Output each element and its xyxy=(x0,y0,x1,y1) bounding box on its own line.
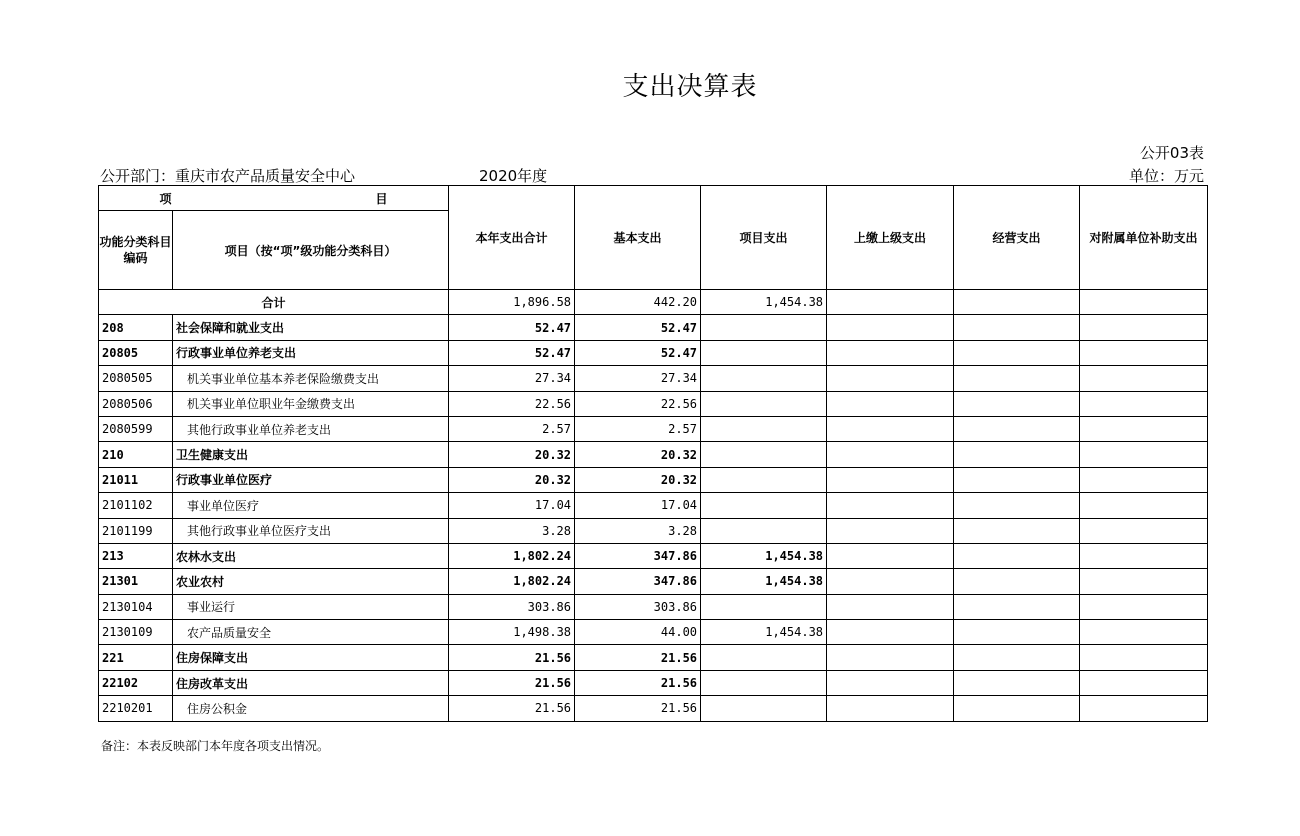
row-code: 2101199 xyxy=(99,518,173,543)
row-project xyxy=(701,391,827,416)
row-subsidy xyxy=(1080,543,1208,568)
row-basic: 44.00 xyxy=(575,620,701,645)
row-name: 行政事业单位医疗 xyxy=(173,467,449,492)
row-subsidy xyxy=(1080,569,1208,594)
row-project xyxy=(701,467,827,492)
row-code: 20805 xyxy=(99,340,173,365)
row-subsidy xyxy=(1080,366,1208,391)
row-total: 1,802.24 xyxy=(449,543,575,568)
row-name: 农业农村 xyxy=(173,569,449,594)
total-basic: 442.20 xyxy=(575,290,701,315)
table-row xyxy=(99,569,1208,594)
header-project: 项目支出 xyxy=(701,186,827,290)
row-name: 行政事业单位养老支出 xyxy=(173,340,449,365)
table-row xyxy=(99,467,1208,492)
row-name: 农产品质量安全 xyxy=(173,620,449,645)
row-project xyxy=(701,340,827,365)
row-basic: 2.57 xyxy=(575,416,701,441)
table-row xyxy=(99,315,1208,340)
row-upper xyxy=(827,670,954,695)
row-code: 221 xyxy=(99,645,173,670)
row-code: 208 xyxy=(99,315,173,340)
row-basic: 27.34 xyxy=(575,366,701,391)
row-total: 21.56 xyxy=(449,645,575,670)
table-row xyxy=(99,366,1208,391)
row-code: 21301 xyxy=(99,569,173,594)
table-row xyxy=(99,391,1208,416)
row-total: 21.56 xyxy=(449,670,575,695)
row-business xyxy=(954,416,1080,441)
row-name: 社会保障和就业支出 xyxy=(173,315,449,340)
row-upper xyxy=(827,493,954,518)
row-upper xyxy=(827,620,954,645)
row-total: 3.28 xyxy=(449,518,575,543)
row-subsidy xyxy=(1080,442,1208,467)
row-total: 22.56 xyxy=(449,391,575,416)
row-code: 22102 xyxy=(99,670,173,695)
row-upper xyxy=(827,645,954,670)
table-row xyxy=(99,620,1208,645)
row-subsidy xyxy=(1080,696,1208,721)
row-name: 其他行政事业单位医疗支出 xyxy=(173,518,449,543)
row-business xyxy=(954,442,1080,467)
row-business xyxy=(954,543,1080,568)
row-total: 303.86 xyxy=(449,594,575,619)
row-project: 1,454.38 xyxy=(701,543,827,568)
row-business xyxy=(954,391,1080,416)
row-business xyxy=(954,670,1080,695)
total-row xyxy=(99,290,1208,315)
table-row xyxy=(99,340,1208,365)
row-upper xyxy=(827,391,954,416)
row-name: 机关事业单位职业年金缴费支出 xyxy=(173,391,449,416)
row-name: 其他行政事业单位养老支出 xyxy=(173,416,449,441)
row-total: 21.56 xyxy=(449,696,575,721)
header-business: 经营支出 xyxy=(954,186,1080,290)
row-name: 住房改革支出 xyxy=(173,670,449,695)
row-total: 52.47 xyxy=(449,315,575,340)
row-project: 1,454.38 xyxy=(701,620,827,645)
row-subsidy xyxy=(1080,493,1208,518)
row-subsidy xyxy=(1080,518,1208,543)
row-project xyxy=(701,315,827,340)
header-upper: 上缴上级支出 xyxy=(827,186,954,290)
total-total: 1,896.58 xyxy=(449,290,575,315)
row-upper xyxy=(827,416,954,441)
department-label: 公开部门：重庆市农产品质量安全中心 xyxy=(100,167,356,185)
row-basic: 21.56 xyxy=(575,645,701,670)
row-name: 事业单位医疗 xyxy=(173,493,449,518)
form-number: 公开03表 xyxy=(1139,144,1204,162)
row-name: 事业运行 xyxy=(173,594,449,619)
header-total: 本年支出合计 xyxy=(449,186,575,290)
row-code: 2130104 xyxy=(99,594,173,619)
row-subsidy xyxy=(1080,416,1208,441)
row-subsidy xyxy=(1080,391,1208,416)
row-business xyxy=(954,340,1080,365)
row-project: 1,454.38 xyxy=(701,569,827,594)
row-business xyxy=(954,594,1080,619)
row-basic: 21.56 xyxy=(575,696,701,721)
row-subsidy xyxy=(1080,620,1208,645)
row-name: 机关事业单位基本养老保险缴费支出 xyxy=(173,366,449,391)
row-total: 1,498.38 xyxy=(449,620,575,645)
row-subsidy xyxy=(1080,340,1208,365)
header-item-group: 项 目 xyxy=(99,186,449,211)
row-upper xyxy=(827,315,954,340)
row-basic: 17.04 xyxy=(575,493,701,518)
row-subsidy xyxy=(1080,670,1208,695)
row-business xyxy=(954,467,1080,492)
row-upper xyxy=(827,340,954,365)
row-subsidy xyxy=(1080,315,1208,340)
row-code: 2210201 xyxy=(99,696,173,721)
row-total: 52.47 xyxy=(449,340,575,365)
row-business xyxy=(954,620,1080,645)
fiscal-year: 2020年度 xyxy=(479,167,548,185)
total-subsidy xyxy=(1080,290,1208,315)
header-name: 项目（按“项”级功能分类科目） xyxy=(173,211,449,290)
expenditure-table xyxy=(98,185,1208,722)
table-row xyxy=(99,493,1208,518)
footnote: 备注：本表反映部门本年度各项支出情况。 xyxy=(101,739,330,753)
row-basic: 20.32 xyxy=(575,467,701,492)
row-upper xyxy=(827,467,954,492)
row-subsidy xyxy=(1080,467,1208,492)
row-business xyxy=(954,696,1080,721)
row-upper xyxy=(827,366,954,391)
row-upper xyxy=(827,594,954,619)
row-upper xyxy=(827,543,954,568)
row-project xyxy=(701,670,827,695)
row-project xyxy=(701,366,827,391)
row-business xyxy=(954,493,1080,518)
total-label: 合计 xyxy=(99,290,449,315)
row-subsidy xyxy=(1080,594,1208,619)
table-row xyxy=(99,670,1208,695)
row-basic: 3.28 xyxy=(575,518,701,543)
table-row xyxy=(99,696,1208,721)
table-row xyxy=(99,645,1208,670)
table-row xyxy=(99,416,1208,441)
row-project xyxy=(701,594,827,619)
row-total: 1,802.24 xyxy=(449,569,575,594)
row-code: 2130109 xyxy=(99,620,173,645)
table-row xyxy=(99,442,1208,467)
table-row xyxy=(99,543,1208,568)
row-total: 20.32 xyxy=(449,442,575,467)
row-subsidy xyxy=(1080,645,1208,670)
table-row xyxy=(99,594,1208,619)
row-code: 21011 xyxy=(99,467,173,492)
row-code: 213 xyxy=(99,543,173,568)
row-total: 20.32 xyxy=(449,467,575,492)
row-business xyxy=(954,315,1080,340)
row-project xyxy=(701,416,827,441)
row-basic: 22.56 xyxy=(575,391,701,416)
row-total: 27.34 xyxy=(449,366,575,391)
row-name: 卫生健康支出 xyxy=(173,442,449,467)
total-project: 1,454.38 xyxy=(701,290,827,315)
row-upper xyxy=(827,518,954,543)
row-basic: 20.32 xyxy=(575,442,701,467)
unit-label: 单位：万元 xyxy=(1128,167,1204,185)
row-code: 2080599 xyxy=(99,416,173,441)
row-business xyxy=(954,645,1080,670)
row-name: 住房保障支出 xyxy=(173,645,449,670)
row-upper xyxy=(827,696,954,721)
total-business xyxy=(954,290,1080,315)
row-project xyxy=(701,645,827,670)
row-project xyxy=(701,696,827,721)
row-code: 2080505 xyxy=(99,366,173,391)
row-business xyxy=(954,518,1080,543)
total-upper xyxy=(827,290,954,315)
table-row xyxy=(99,518,1208,543)
row-basic: 303.86 xyxy=(575,594,701,619)
row-code: 2101102 xyxy=(99,493,173,518)
row-business xyxy=(954,366,1080,391)
row-project xyxy=(701,442,827,467)
row-basic: 347.86 xyxy=(575,569,701,594)
row-project xyxy=(701,518,827,543)
row-code: 210 xyxy=(99,442,173,467)
row-code: 2080506 xyxy=(99,391,173,416)
row-business xyxy=(954,569,1080,594)
row-total: 2.57 xyxy=(449,416,575,441)
row-basic: 21.56 xyxy=(575,670,701,695)
row-basic: 347.86 xyxy=(575,543,701,568)
header-subsidy: 对附属单位补助支出 xyxy=(1080,186,1208,290)
row-name: 农林水支出 xyxy=(173,543,449,568)
header-basic: 基本支出 xyxy=(575,186,701,290)
header-code: 功能分类科目编码 xyxy=(99,211,173,290)
row-total: 17.04 xyxy=(449,493,575,518)
row-upper xyxy=(827,442,954,467)
row-basic: 52.47 xyxy=(575,315,701,340)
row-project xyxy=(701,493,827,518)
row-basic: 52.47 xyxy=(575,340,701,365)
page-title: 支出决算表 xyxy=(622,72,758,102)
row-name: 住房公积金 xyxy=(173,696,449,721)
row-upper xyxy=(827,569,954,594)
